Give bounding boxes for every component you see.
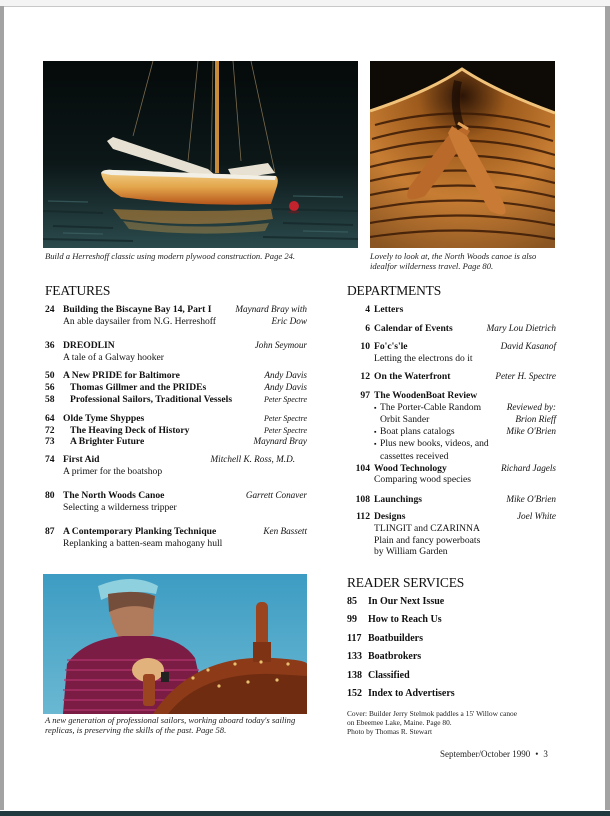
department-title: Fo'c's'le <box>374 341 408 353</box>
department-title: The WoodenBoat Review <box>374 389 478 401</box>
review-item-text: Boat plans catalogs <box>380 425 455 437</box>
page-number: 117 <box>347 632 362 644</box>
department-author: Peter H. Spectre <box>495 371 556 382</box>
page-number: 58 <box>45 393 55 405</box>
article-author: Maynard Bray with <box>235 304 307 314</box>
sailor-photo <box>43 574 307 714</box>
feature-entry[interactable] <box>45 526 307 549</box>
page-number: 112 <box>356 511 370 523</box>
article-title: A New PRIDE for Baltimore <box>63 370 180 382</box>
article-author: Mitchell K. Ross, M.D. <box>210 453 295 464</box>
article-author: Peter Spectre <box>263 414 307 424</box>
article-title: Olde Tyme Shyppes <box>63 413 145 425</box>
cover-credit-line: on Ebeemee Lake, Maine. Page 80. <box>347 718 452 727</box>
reader-service-entry[interactable] <box>347 633 557 651</box>
feature-entry[interactable] <box>45 382 307 394</box>
page-number: 80 <box>45 490 55 502</box>
department-title: On the Waterfront <box>374 371 451 383</box>
page-number: 36 <box>45 340 55 352</box>
feature-entry[interactable] <box>45 340 307 363</box>
article-subtitle: A tale of a Galway hooker <box>63 351 164 363</box>
features-heading: FEATURES <box>45 283 111 298</box>
department-author: Mary Lou Dietrich <box>486 322 556 333</box>
article-author: Andy Davis <box>264 370 307 381</box>
department-entry[interactable] <box>352 323 556 335</box>
page-number: 6 <box>365 322 370 334</box>
article-subtitle: A primer for the boatshop <box>63 465 163 477</box>
review-author: Mike O'Brien <box>506 425 556 436</box>
department-entry[interactable] <box>352 494 556 506</box>
department-entry[interactable] <box>352 304 556 316</box>
department-entry[interactable] <box>352 371 556 383</box>
article-author: Peter Spectre <box>263 425 307 435</box>
article-subtitle: Selecting a wilderness tripper <box>63 501 177 513</box>
reader-services-list <box>347 596 557 706</box>
page-frame-left <box>0 6 4 810</box>
department-subtitle-line: by William Garden <box>374 546 448 558</box>
page-number: 97 <box>360 389 370 401</box>
departments-heading: DEPARTMENTS <box>347 283 442 298</box>
feature-entry[interactable] <box>45 370 307 382</box>
article-title: First Aid <box>63 453 100 465</box>
article-author: Ken Bassett <box>263 526 307 537</box>
page-number: 133 <box>347 651 362 663</box>
page-number: 12 <box>360 371 370 383</box>
article-author: Andy Davis <box>264 381 307 392</box>
article-title: The Heaving Deck of History <box>70 424 190 436</box>
cover-credit-line: Cover: Builder Jerry Stelmok paddles a 15' Willow canoe <box>347 709 518 718</box>
page-number: 64 <box>45 413 55 425</box>
reader-service-title: Boatbrokers <box>368 651 422 663</box>
department-author: Mike O'Brien <box>506 493 556 504</box>
feature-entry[interactable] <box>45 394 307 406</box>
article-title: Thomas Gillmer and the PRIDEs <box>70 381 207 393</box>
folio-separator: • <box>535 749 539 759</box>
bullet-icon: ▪ <box>374 403 377 412</box>
sailor-caption: A new generation of professional sailors, working aboard today's sailing replicas, is preserving the skills of the past. Page 58. <box>45 715 296 735</box>
review-item-text: cassettes received <box>380 450 449 462</box>
article-author: Peter Spectre <box>263 394 307 404</box>
article-title: DREODLIN <box>63 340 115 352</box>
department-subtitle: Letting the electrons do it <box>374 352 473 364</box>
issue-date: September/October 1990 <box>440 749 531 759</box>
page-number: 85 <box>347 596 357 607</box>
department-entry[interactable] <box>352 511 556 557</box>
page-number: 3 <box>543 749 548 759</box>
department-subtitle-line: TLINGIT and CZARINNA <box>374 522 480 534</box>
page-number: 24 <box>45 304 55 315</box>
reader-service-title: How to Reach Us <box>368 614 442 626</box>
feature-entry[interactable] <box>45 413 307 425</box>
departments-list <box>352 304 556 558</box>
page-number: 138 <box>347 669 362 681</box>
reader-service-entry[interactable] <box>347 596 557 614</box>
department-entry[interactable] <box>352 390 556 463</box>
page-number: 50 <box>45 370 55 382</box>
review-author: Brion Rieff <box>515 414 556 425</box>
feature-entry[interactable] <box>45 454 307 477</box>
article-author: Garrett Conaver <box>245 490 307 501</box>
department-author: Richard Jagels <box>500 462 556 473</box>
article-author: Maynard Bray <box>253 436 307 447</box>
page-number: 104 <box>355 462 370 474</box>
department-title: Launchings <box>374 493 422 505</box>
sailboat-caption: Build a Herreshoff classic using modern plywood construction. Page 24. <box>45 251 296 261</box>
reader-service-entry[interactable] <box>347 651 557 669</box>
cover-credit <box>347 709 562 736</box>
review-item <box>352 426 556 439</box>
department-title: Wood Technology <box>374 462 447 474</box>
canoe-caption: Lovely to look at, the North Woods canoe is also idealfor wilderness travel. Page 80. <box>370 251 537 271</box>
department-subtitle: Comparing wood species <box>374 474 471 486</box>
page-number: 4 <box>365 304 370 315</box>
page-number: 108 <box>355 493 370 505</box>
review-item <box>352 438 556 451</box>
page-frame-bottom <box>0 811 610 816</box>
page-number: 73 <box>45 436 55 448</box>
feature-entry[interactable] <box>45 436 307 448</box>
page-number: 72 <box>45 424 55 436</box>
article-subtitle: Replanking a batten-seam mahogany hull <box>63 537 223 549</box>
canoe-photo <box>370 61 555 248</box>
department-author: Joel White <box>516 511 556 522</box>
department-subtitle-line: Plain and fancy powerboats <box>374 534 481 546</box>
bullet-icon: ▪ <box>374 440 377 449</box>
review-item <box>352 402 556 415</box>
page-frame-top <box>0 0 610 7</box>
feature-entry[interactable] <box>45 425 307 437</box>
reader-service-entry[interactable] <box>347 670 557 688</box>
bullet-icon: ▪ <box>374 427 377 436</box>
page-frame-right <box>605 6 610 810</box>
review-item-text: Plus new books, videos, and <box>380 438 489 450</box>
reader-service-entry[interactable] <box>347 614 557 632</box>
article-title: A Contemporary Planking Technique <box>63 526 217 538</box>
page-number: 74 <box>45 453 55 465</box>
article-subtitle: An able daysailer from N.G. Herreshoff <box>63 315 217 327</box>
department-entry[interactable] <box>352 341 556 364</box>
article-title: Building the Biscayne Bay 14, Part I <box>63 304 212 315</box>
reader-service-title: In Our Next Issue <box>368 596 445 607</box>
review-author: Reviewed by: <box>506 401 556 412</box>
photo-credit: Photo by Thomas R. Stewart <box>347 727 433 736</box>
article-author: John Seymour <box>254 340 307 351</box>
page-number: 87 <box>45 526 55 538</box>
reader-service-title: Classified <box>368 669 410 681</box>
article-title: A Brighter Future <box>70 436 145 448</box>
page-number: 56 <box>45 381 55 393</box>
department-title: Designs <box>374 511 406 523</box>
reader-service-title: Index to Advertisers <box>368 687 455 699</box>
article-title: Professional Sailors, Traditional Vessels <box>70 393 233 405</box>
review-item-text: Orbit Sander <box>380 414 430 426</box>
sailboat-photo <box>43 61 358 248</box>
features-list <box>45 304 307 550</box>
department-entry[interactable] <box>352 463 556 486</box>
page-number: 152 <box>347 687 362 699</box>
review-item-continued <box>352 451 556 463</box>
department-author: David Kasanof <box>500 341 556 352</box>
reader-service-title: Boatbuilders <box>368 632 424 644</box>
reader-service-entry[interactable] <box>347 688 557 706</box>
page-folio <box>440 749 548 759</box>
department-title: Calendar of Events <box>374 322 453 334</box>
feature-entry[interactable] <box>45 490 307 513</box>
department-title: Letters <box>374 304 404 315</box>
feature-entry[interactable] <box>45 304 307 327</box>
reader-services-heading: READER SERVICES <box>347 575 465 590</box>
page-number: 99 <box>347 614 357 626</box>
article-coauthor: Eric Dow <box>271 315 307 326</box>
article-title: The North Woods Canoe <box>63 490 165 502</box>
review-item-text: The Porter-Cable Random <box>380 401 482 413</box>
page-number: 10 <box>360 341 370 353</box>
review-item-continued <box>352 414 556 426</box>
